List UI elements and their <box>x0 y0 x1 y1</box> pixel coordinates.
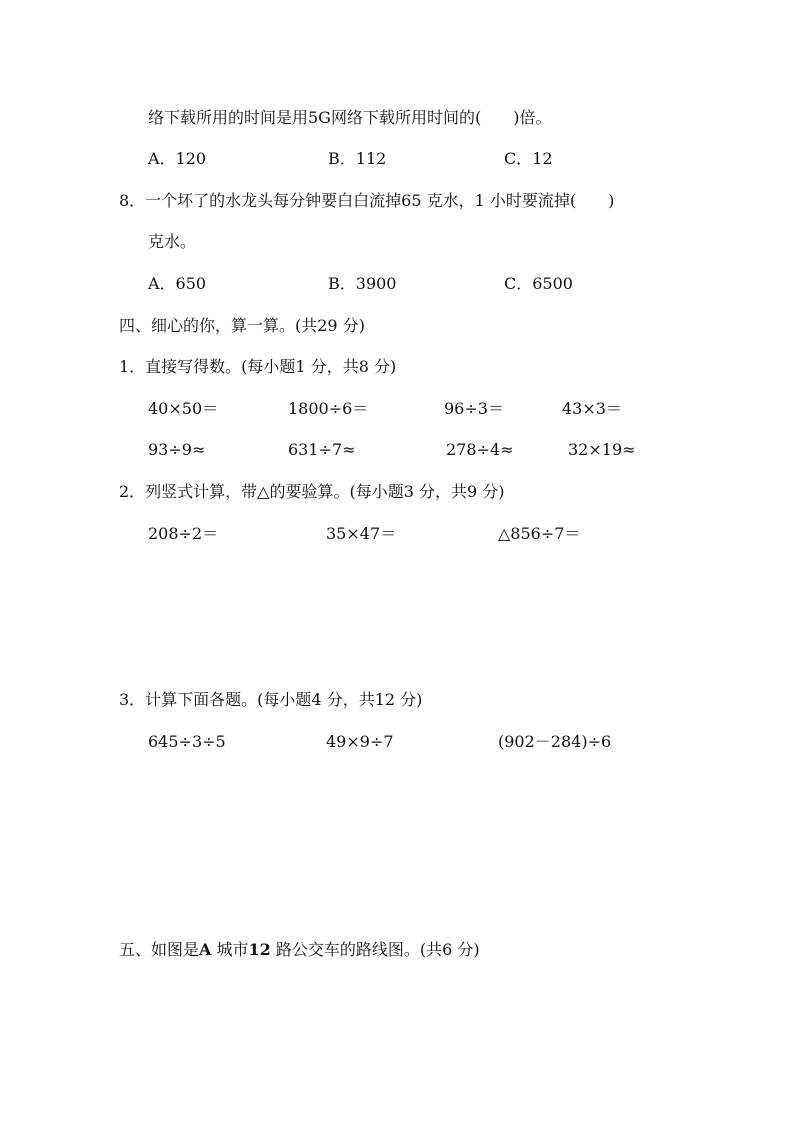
section-5-prefix: 五、如图是 <box>119 940 200 959</box>
calc-item: 35×47＝ <box>326 524 397 543</box>
section-5-mid: 城市 <box>211 940 249 959</box>
q8-option-c: C．6500 <box>504 274 573 293</box>
part-1-title: 1．直接写得数。(每小题1 分，共8 分) <box>119 357 397 376</box>
calc-item: 93÷9≈ <box>148 440 206 459</box>
q8-option-a: A．650 <box>148 274 207 293</box>
calc-item: 278÷4≈ <box>446 440 514 459</box>
calc-item: 645÷3÷5 <box>148 732 226 751</box>
q8-stem: 8．一个坏了的水龙头每分钟要白白流掉65 克水，1 小时要流掉( ) <box>119 191 615 210</box>
q7-continuation: 络下载所用的时间是用5G网络下载所用时间的( )倍。 <box>148 108 552 127</box>
section-5-suffix: 路公交车的路线图。(共6 分) <box>270 940 480 959</box>
calc-item: △856÷7＝ <box>498 524 581 543</box>
q7-option-c: C．12 <box>504 149 553 168</box>
calc-item: 40×50＝ <box>148 399 219 418</box>
part-2-title: 2．列竖式计算，带△的要验算。(每小题3 分，共9 分) <box>119 482 505 501</box>
q8-option-b: B．3900 <box>328 274 397 293</box>
section-5-city: A <box>199 940 212 959</box>
calc-item: 43×3＝ <box>562 399 622 418</box>
section-4-title: 四、细心的你，算一算。(共29 分) <box>119 316 365 335</box>
section-5-route: 12 <box>248 940 271 959</box>
calc-item: (902－284)÷6 <box>498 732 612 751</box>
calc-item: 49×9÷7 <box>326 732 394 751</box>
q8-continuation: 克水。 <box>148 232 197 251</box>
calc-item: 208÷2＝ <box>148 524 219 543</box>
q7-option-b: B．112 <box>328 149 387 168</box>
section-5-title <box>119 939 480 961</box>
calc-item: 1800÷6＝ <box>288 399 369 418</box>
calc-item: 96÷3＝ <box>444 399 504 418</box>
calc-item: 32×19≈ <box>568 440 636 459</box>
calc-item: 631÷7≈ <box>288 440 356 459</box>
q7-option-a: A．120 <box>148 149 207 168</box>
part-3-title: 3．计算下面各题。(每小题4 分，共12 分) <box>119 690 423 709</box>
